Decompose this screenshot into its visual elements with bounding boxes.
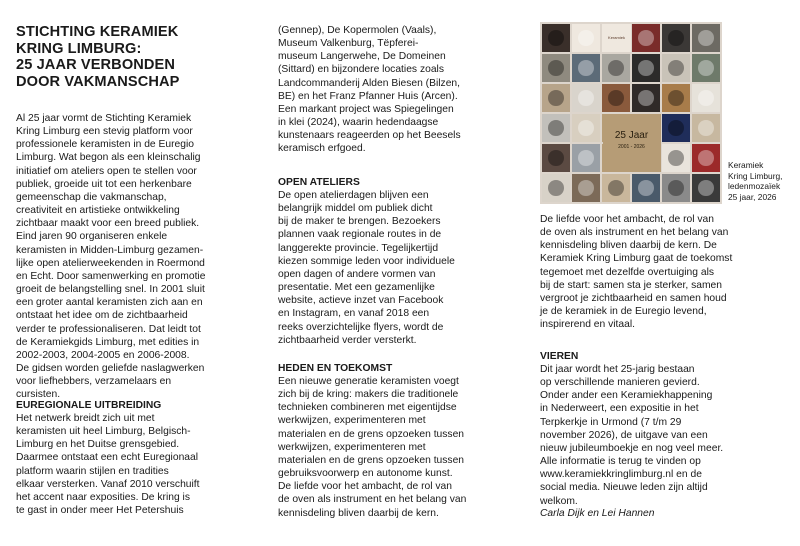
mosaic-tile [572, 144, 600, 172]
mosaic-tile [662, 84, 690, 112]
mosaic-tile [572, 174, 600, 202]
mosaic-tile [602, 84, 630, 112]
anniversary-year: 25 Jaar [614, 130, 649, 141]
mosaic-tile [632, 174, 660, 202]
author-credit: Carla Dijk en Lei Hannen [540, 508, 655, 519]
mosaic-tile-ceramic [668, 120, 684, 136]
section-text-open-ateliers: De open atelierdagen blijven een belangrijk middel om publiek dicht bij de maker te brengen. Bezoekers plannen vaak regionale routes in de langgerekte provincie. Tegelijkertijd kiezen sommige leden voor individuele open dagen of andere vormen van presentatie. Met een gezamenlijke website, actieve inzet van Facebook en Instagram, en vanaf 2018 een reeks overzichtelijke flyers, wordt de zichtbaarheid verder versterkt. [278, 190, 455, 346]
mosaic-tile [632, 114, 660, 142]
section-heading-euregionale: EUREGIONALE UITBREIDING [16, 400, 162, 411]
mosaic-tile-ceramic [578, 180, 594, 196]
mosaic-tile-ceramic [698, 150, 714, 166]
mosaic-tile-ceramic [698, 90, 714, 106]
member-mosaic-image [540, 22, 722, 204]
mosaic-tile [542, 84, 570, 112]
mosaic-tile-ceramic [668, 180, 684, 196]
mosaic-tile [602, 114, 630, 142]
mosaic-tile [602, 24, 630, 52]
mosaic-tile-ceramic [668, 60, 684, 76]
mosaic-tile-ceramic [548, 150, 564, 166]
mosaic-tile [692, 84, 720, 112]
section-text-euregionale: Het netwerk breidt zich uit met keramisten uit heel Limburg, Belgisch- Limburg en het Duitse grensgebied. Daarmee ontstaat een echt Euregionaal platform waarin stijlen en tradities elkaar versterken. Vanaf 2010 verschuift het accent naar exposities. De kring is te gast in onder meer Het Petershuis [16, 413, 200, 517]
mosaic-tile-ceramic [548, 90, 564, 106]
section-text-heden: Een nieuwe generatie keramisten voegt zich bij de kring: makers die traditionele technieken combineren met eigentijdse werkwijzen, experimenteren met materialen en de grens opzoeken tussen werkwijzen, experimenteren met materialen en de grens opzoeken tussen gebruiksvoorwerp en autonome kunst. De liefde voor het ambacht, de rol van de oven als instrument en het belang van kennisdeling bliven daarbij de kern. [278, 376, 467, 519]
mosaic-tile [632, 144, 660, 172]
mosaic-tile-ceramic [578, 120, 594, 136]
anniversary-range: 2001 - 2026 [618, 144, 645, 150]
intro-paragraph: Al 25 jaar vormt de Stichting Keramiek Kring Limburg een stevig platform voor professionele keramisten in de Euregio Limburg. Wat begon als een kleinschalig initiatief om ateliers open te stellen voor publiek, groeide uit tot een herkenbare gemeenschap die vakmanschap, creativiteit en artistieke ontwikkeling zichtbaar maakt voor een breed publiek. Eind jaren 90 organiseren enkele keramisten in Midden-Limburg gezamen- lijke open atelierweekenden in Roermond en Echt. Door samenwerking en promotie groeit de belangstelling snel. In 2001 sluit een groter aantal keramisten zich aan en ontstaat het idee om de zichtbaarheid verder te professionaliseren. Dat leidt tot de Keramiekgids Limburg, met edities in 2002-2003, 2004-2005 en 2006-2008. De gidsen worden geliefde naslagwerken voor liefhebbers, verzamelaars en cursisten. [16, 113, 206, 401]
mosaic-tile-ceramic [638, 120, 654, 136]
section-heading-vieren: VIEREN [540, 351, 579, 362]
mosaic-tile [602, 144, 630, 172]
mosaic-tile-ceramic [638, 60, 654, 76]
mosaic-tile-ceramic [668, 150, 684, 166]
mosaic-tile-ceramic [638, 30, 654, 46]
mosaic-tile-ceramic [548, 120, 564, 136]
mosaic-tile-ceramic [608, 30, 624, 46]
mosaic-tile [692, 24, 720, 52]
mosaic-tile [662, 114, 690, 142]
mosaic-tile-ceramic [548, 30, 564, 46]
mosaic-tile-ceramic [608, 150, 624, 166]
mosaic-tile-ceramic [578, 60, 594, 76]
mosaic-tile-ceramic [578, 30, 594, 46]
section-heading-open-ateliers: OPEN ATELIERS [278, 177, 360, 188]
mosaic-tile-ceramic [698, 120, 714, 136]
mosaic-tile [662, 144, 690, 172]
mosaic-tile [662, 174, 690, 202]
section-text-vieren: Dit jaar wordt het 25-jarig bestaan op verschillende manieren gevierd. Onder ander een Keramiekhappening in Nederweert, een expositie in het Terpkerkje in Urmond (7 t/m 29 november 2026), de uitgave van een nieuw jubileumboekje en nog veel meer. Alle informatie is terug te vinden op www.keramiekkringlimburg.nl en de social media. Nieuwe leden zijn altijd welkom. [540, 364, 724, 507]
mosaic-tile [632, 24, 660, 52]
mosaic-tile-ceramic [698, 30, 714, 46]
mosaic-tile [602, 54, 630, 82]
mosaic-tile [692, 144, 720, 172]
mosaic-tile-ceramic [608, 90, 624, 106]
logo-text: Keramiek [608, 35, 625, 40]
mosaic-tile [542, 174, 570, 202]
mosaic-tile-ceramic [548, 60, 564, 76]
mosaic-tile [662, 24, 690, 52]
mosaic-tile [572, 114, 600, 142]
mosaic-tile-ceramic [638, 90, 654, 106]
mosaic-tile [572, 84, 600, 112]
mosaic-tile [662, 54, 690, 82]
section-heading-heden: HEDEN EN TOEKOMST [278, 363, 393, 374]
mosaic-tile-ceramic [608, 180, 624, 196]
mosaic-tile-ceramic [668, 30, 684, 46]
mosaic-tile [572, 54, 600, 82]
mosaic-tile-ceramic [608, 120, 624, 136]
mosaic-tile-ceramic [638, 180, 654, 196]
mosaic-tile-ceramic [698, 60, 714, 76]
mosaic-tile [692, 174, 720, 202]
article-title: STICHTING KERAMIEK KRING LIMBURG: 25 JAAR VERBONDEN DOOR VAKMANSCHAP [16, 24, 180, 90]
mosaic-tile-ceramic [638, 150, 654, 166]
mosaic-tile-ceramic [578, 150, 594, 166]
mosaic-tile-ceramic [698, 180, 714, 196]
mosaic-tile [542, 144, 570, 172]
mosaic-tile [542, 24, 570, 52]
mosaic-tile-ceramic [548, 180, 564, 196]
mosaic-tile [632, 84, 660, 112]
mosaic-tile [572, 24, 600, 52]
column2-continuation: (Gennep), De Kopermolen (Vaals), Museum Valkenburg, Tëpferei- museum Langerwehe, De Domeinen (Sittard) en bijzondere locaties zoals Landcommanderij Alden Biesen (Bilzen, BE) en het Franz Pfanner Huis (Arcen). Een markant project was Spiegelingen in klei (2024), waarin hedendaagse kunstenaars reageerden op het Beesels keramisch erfgoed. [278, 25, 461, 155]
mosaic-tile [602, 174, 630, 202]
mosaic-tile [692, 114, 720, 142]
mosaic-tile-ceramic [668, 90, 684, 106]
mosaic-tile-ceramic [608, 60, 624, 76]
mosaic-tile [632, 54, 660, 82]
mosaic-tile [542, 54, 570, 82]
mosaic-tile [542, 114, 570, 142]
mosaic-tile-ceramic [578, 90, 594, 106]
column3-text: De liefde voor het ambacht, de rol van de oven als instrument en het belang van kennisdeling bliven daarbij de kern. De Keramiek Kring Limburg gaat de toekomst tegemoet met dezelfde overtuiging als bij de start: samen sta je sterker, samen vergroot je zichtbaarheid en samen houd je de keramiek in de Euregio levend, inspirerend en vitaal. [540, 214, 733, 331]
image-caption: Keramiek Kring Limburg, ledenmozaïek 25 jaar, 2026 [728, 160, 783, 202]
mosaic-tile [692, 54, 720, 82]
